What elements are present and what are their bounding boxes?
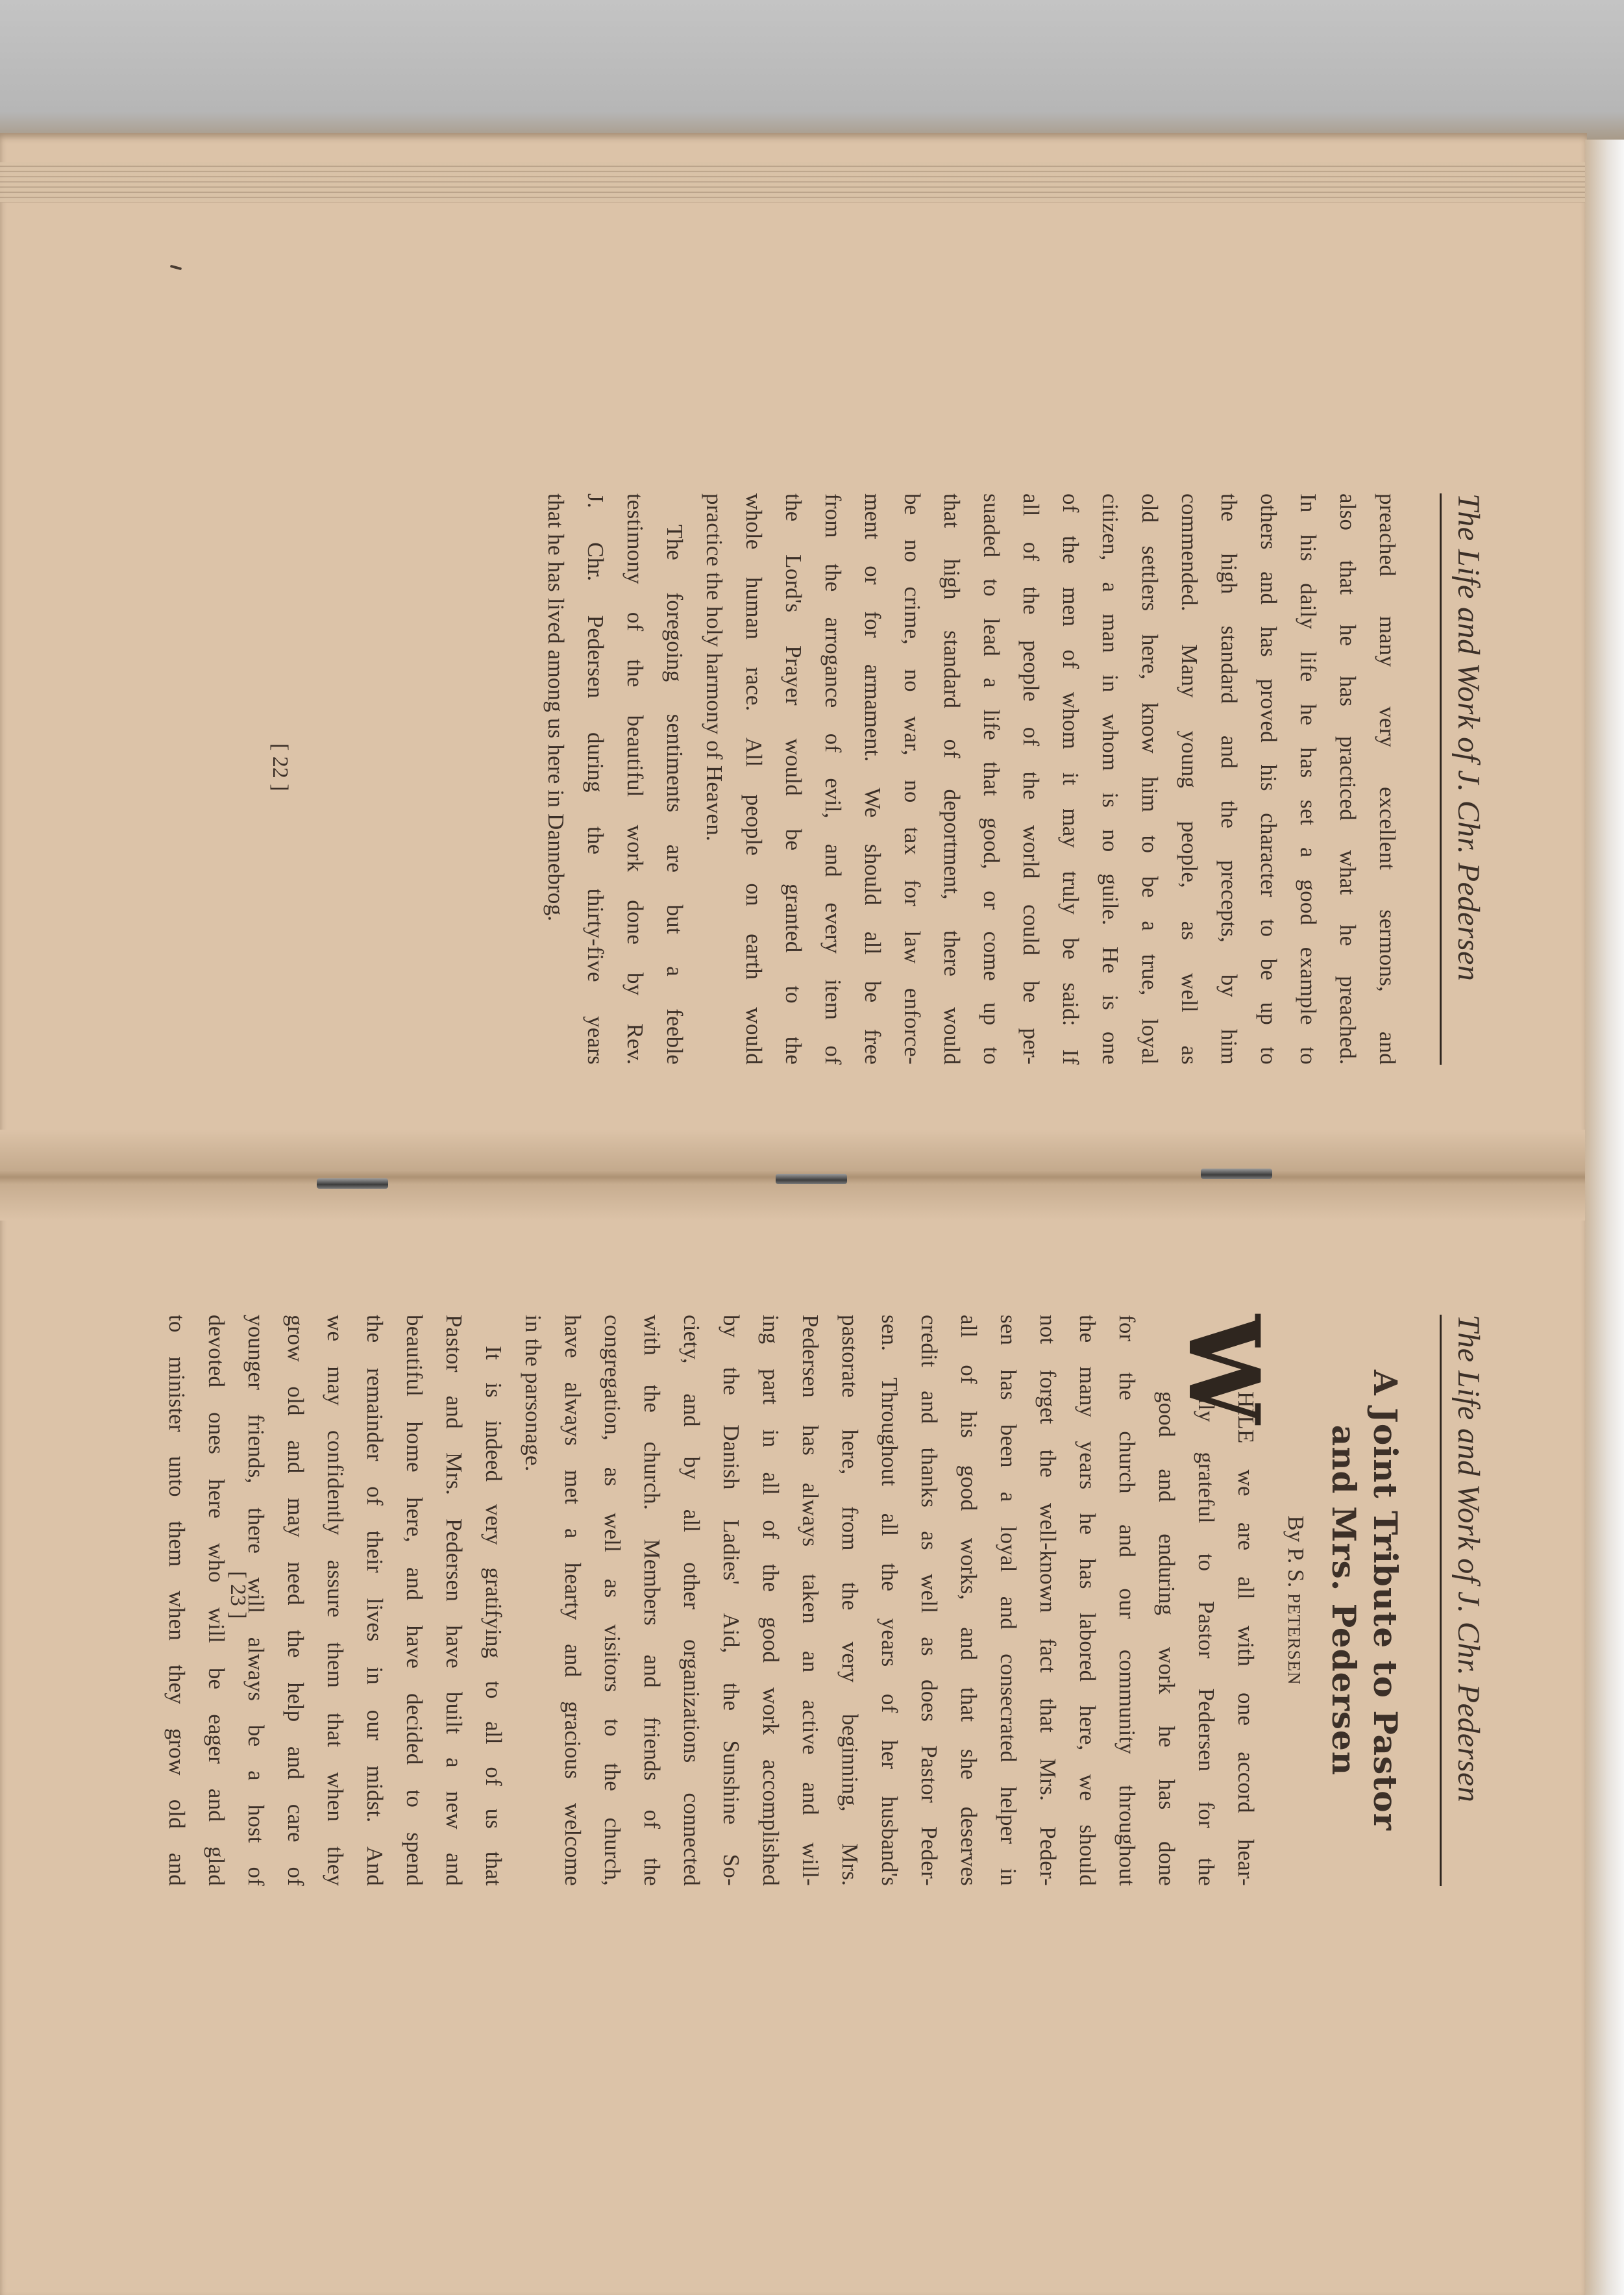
- page-number: [ 23 ]: [226, 1571, 250, 1619]
- text-line: not forget the well-known fact that Mrs. Peder-: [1035, 1315, 1061, 1886]
- text-line: that high standard of deportment, there would: [939, 493, 965, 1065]
- text-line: credit and thanks as well as does Pastor Peder-: [917, 1315, 942, 1886]
- opening-paragraph: [1147, 1315, 1281, 1886]
- text-line: tily grateful to Pastor Pedersen for the: [1194, 1391, 1219, 1886]
- text-line: that he has lived among us here in Dannebrog.: [543, 493, 569, 922]
- text-line: have always met a hearty and gracious welcome: [560, 1315, 585, 1886]
- running-head: The Life and Work of J. Chr. Pedersen: [1440, 493, 1486, 1065]
- text-line: younger friends, there will always be a host of: [243, 1315, 269, 1886]
- staple-2: [776, 1174, 847, 1184]
- text-line: commended. Many young people, as well as: [1177, 493, 1202, 1065]
- text-line: practice the holy harmony of Heaven.: [702, 493, 727, 841]
- text-line: the Lord's Prayer would be granted to the: [781, 493, 806, 1065]
- text-line: old settlers here, know him to be a true, loyal: [1137, 493, 1163, 1065]
- text-line: congregation, as well as visitors to the church,: [600, 1315, 625, 1886]
- running-head: The Life and Work of J. Chr. Pedersen: [1440, 1315, 1486, 1886]
- text-line: good and enduring work he has done: [1154, 1391, 1179, 1886]
- scanner-background-right: [1585, 140, 1624, 2295]
- byline-prefix: By P. S.: [1283, 1515, 1309, 1588]
- page-23-body: [157, 1315, 1147, 1886]
- text-line: ciety, and by all other organizations connected: [679, 1315, 704, 1886]
- text-line: the high standard and the precepts, by him: [1216, 493, 1242, 1065]
- text-line: It is indeed very gratifying to all of us that: [481, 1346, 506, 1886]
- text-line: Pastor and Mrs. Pedersen have built a new and: [441, 1315, 467, 1886]
- text-line: beautiful home here, and have decided to spend: [402, 1315, 427, 1886]
- text-line: be no crime, no war, no tax for law enforce-: [900, 493, 925, 1065]
- text-line: HILE we are all with one accord hear-: [1233, 1391, 1259, 1886]
- text-line: In his daily life he has set a good example to: [1296, 493, 1321, 1065]
- text-line: the many years he has labored here, we should: [1075, 1315, 1100, 1886]
- text-line: for the church and our community throughout: [1114, 1315, 1140, 1886]
- text-line: Pedersen has always taken an active and will-: [798, 1315, 823, 1886]
- text-line: The foregoing sentiments are but a feeble: [662, 525, 687, 1065]
- text-line: whole human race. All people on earth would: [741, 493, 767, 1065]
- text-line: in the parsonage.: [521, 1315, 546, 1472]
- text-line: ing part in all of the good work accomplished: [758, 1315, 783, 1886]
- staple-1: [1201, 1169, 1272, 1179]
- text-line: of the men of whom it may truly be said: If: [1058, 493, 1083, 1065]
- text-line: all of the people of the world could be per-: [1018, 493, 1044, 1065]
- page-number: [ 22 ]: [268, 743, 292, 791]
- article-title: [1323, 1315, 1406, 1886]
- text-line: devoted ones here who will be eager and glad: [204, 1315, 229, 1886]
- text-line: to minister unto them when they grow old and: [164, 1315, 190, 1886]
- text-line: we may confidently assure them that when they: [323, 1315, 348, 1886]
- scanner-background-top: [0, 0, 1624, 140]
- text-line: suaded to lead a life that good, or come up to: [979, 493, 1004, 1065]
- text-line: also that he has practiced what he preached.: [1335, 493, 1360, 1065]
- text-line: with the church. Members and friends of the: [639, 1315, 665, 1886]
- text-line: citizen, a man in whom is no guile. He is one: [1098, 493, 1123, 1065]
- text-line: by the Danish Ladies' Aid, the Sunshine So-: [719, 1315, 744, 1886]
- text-line: sen. Throughout all the years of her husband's: [877, 1315, 902, 1886]
- text-line: J. Chr. Pedersen during the thirty-five years: [583, 493, 608, 1065]
- byline-name: PETERSEN: [1285, 1593, 1304, 1685]
- page-22-body: [536, 493, 1407, 1065]
- text-line: from the arrogance of evil, and every item of: [820, 493, 846, 1065]
- text-line: grow old and may need the help and care of: [283, 1315, 308, 1886]
- text-line: preached many very excellent sermons, and: [1375, 493, 1400, 1065]
- page-edges: [0, 162, 1587, 203]
- text-line: testimony of the beautiful work done by Rev.: [622, 493, 648, 1065]
- title-line-1: A Joint Tribute to Pastor: [1366, 1369, 1405, 1831]
- text-line: pastorate here, from the very beginning, Mrs.: [837, 1315, 863, 1886]
- drop-cap: W: [1166, 1315, 1281, 1424]
- text-line: others and has proved his character to be up to: [1256, 493, 1281, 1065]
- text-line: ment or for armament. We should all be free: [860, 493, 885, 1065]
- title-line-2: and Mrs. Pedersen: [1325, 1424, 1363, 1776]
- byline: [1283, 1315, 1309, 1886]
- text-line: all of his good works, and that she deserves: [956, 1315, 981, 1886]
- text-line: the remainder of their lives in our midst. And: [362, 1315, 388, 1886]
- text-line: sen has been a loyal and consecrated helper in: [996, 1315, 1021, 1886]
- staple-3: [317, 1178, 388, 1189]
